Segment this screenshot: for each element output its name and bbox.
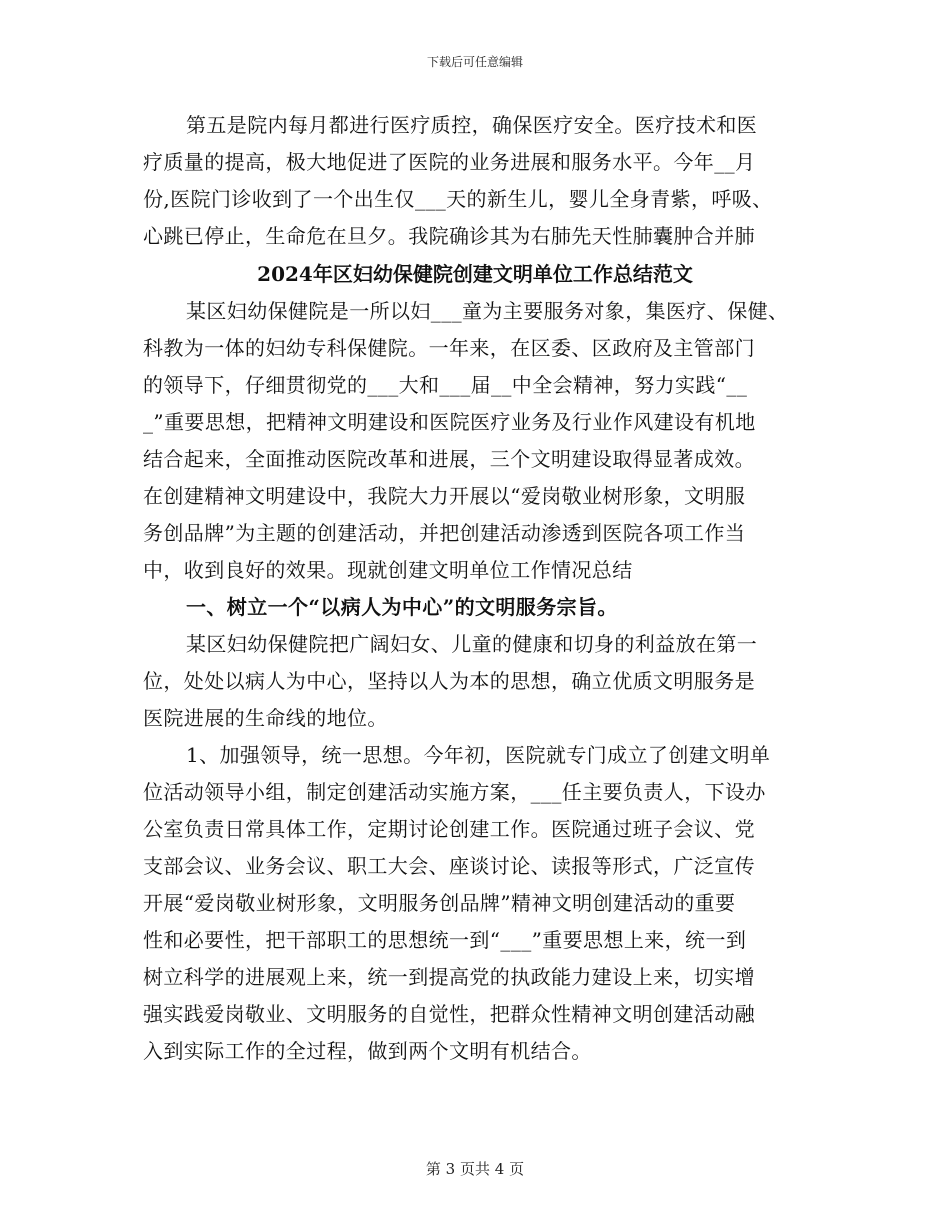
text-line: 入到实际工作的全过程，做到两个文明有机结合。 bbox=[143, 1039, 592, 1063]
text-line: 在创建精神文明建设中，我院大力开展以“爱岗敬业树形象，文明服 bbox=[143, 484, 746, 508]
text-line: 医院进展的生命线的地位。 bbox=[143, 706, 388, 730]
text-line: 强实践爱岗敬业、文明服务的自觉性，把群众性精神文明创建活动融 bbox=[143, 1002, 755, 1026]
text-line: 份,医院门诊收到了一个出生仅___天的新生儿，婴儿全身青紫，呼吸、 bbox=[143, 187, 773, 211]
text-line: 第五是院内每月都进行医疗质控，确保医疗安全。医疗技术和医 bbox=[186, 113, 758, 137]
text-line: 1、加强领导，统一思想。今年初，医院就专门成立了创建文明单 bbox=[186, 743, 771, 767]
text-line: 的领导下，仔细贯彻党的___大和___届__中全会精神，努力实践“__ bbox=[143, 373, 748, 397]
text-line: 位活动领导小组，制定创建活动实施方案，___任主要负责人，下设办 bbox=[143, 780, 766, 804]
text-line: 开展“爱岗敬业树形象，文明服务创品牌”精神文明创建活动的重要 bbox=[143, 891, 736, 915]
section-heading: 一、树立一个“以病人为中心”的文明服务宗旨。 bbox=[186, 595, 618, 619]
text-line: 心跳已停止，生命危在旦夕。我院确诊其为右肺先天性肺囊肿合并肺 bbox=[143, 224, 755, 248]
text-line: 支部会议、业务会议、职工大会、座谈讨论、读报等形式，广泛宣传 bbox=[143, 854, 755, 878]
text-line: 结合起来，全面推动医院改革和进展，三个文明建设取得显著成效。 bbox=[143, 447, 755, 471]
text-line: 务创品牌”为主题的创建活动，并把创建活动渗透到医院各项工作当 bbox=[143, 521, 746, 545]
text-line: 科教为一体的妇幼专科保健院。一年来，在区委、区政府及主管部门 bbox=[143, 336, 755, 360]
page-header: 下载后可任意编辑 bbox=[426, 55, 523, 69]
text-line: 树立科学的进展观上来，统一到提高党的执政能力建设上来，切实增 bbox=[143, 965, 755, 989]
text-line: 性和必要性，把干部职工的思想统一到“___”重要思想上来，统一到 bbox=[143, 928, 747, 952]
text-line: 公室负责日常具体工作，定期讨论创建工作。医院通过班子会议、党 bbox=[143, 817, 755, 841]
text-line: 位，处处以病人为中心，坚持以人为本的思想，确立优质文明服务是 bbox=[143, 669, 755, 693]
text-line: 某区妇幼保健院把广阔妇女、儿童的健康和切身的利益放在第一 bbox=[186, 632, 758, 656]
page-footer: 第 3 页共 4 页 bbox=[425, 1160, 525, 1178]
text-line: 某区妇幼保健院是一所以妇___童为主要服务对象，集医疗、保健、 bbox=[186, 299, 789, 323]
text-line: 疗质量的提高，极大地促进了医院的业务进展和服务水平。今年__月 bbox=[143, 150, 756, 174]
text-line: _”重要思想，把精神文明建设和医院医疗业务及行业作风建设有机地 bbox=[143, 410, 756, 434]
text-line: 中，收到良好的效果。现就创建文明单位工作情况总结 bbox=[143, 558, 633, 582]
document-title: 2024年区妇幼保健院创建文明单位工作总结范文 bbox=[257, 262, 693, 286]
